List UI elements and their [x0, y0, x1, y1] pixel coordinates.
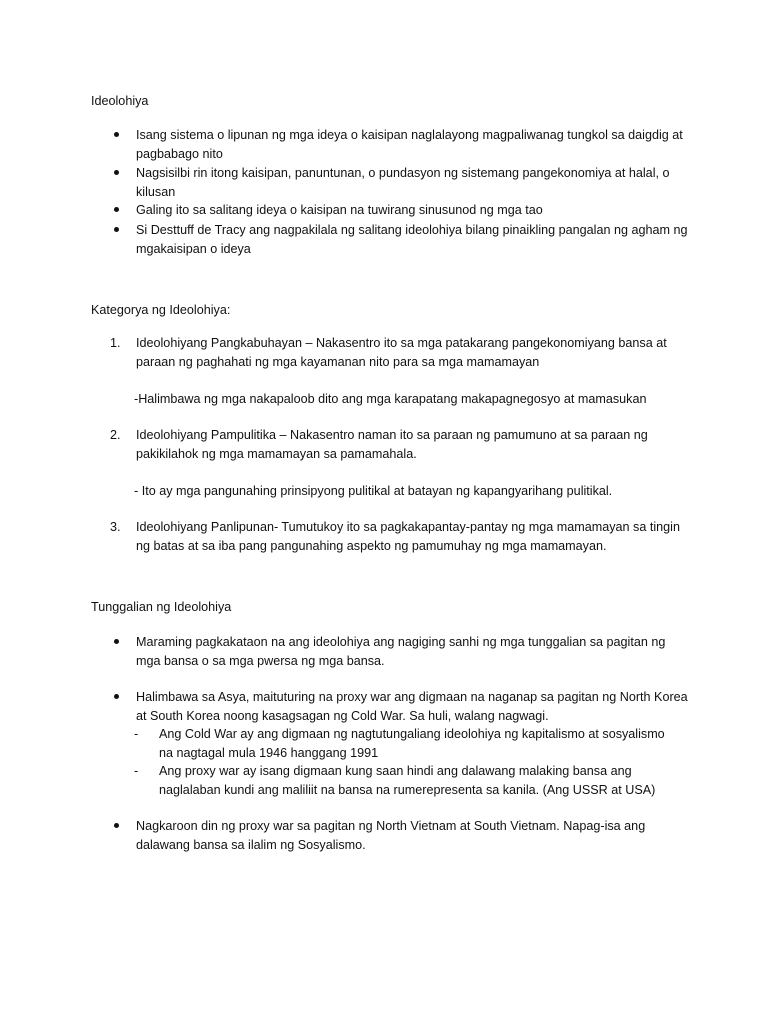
section-heading-kategorya: Kategorya ng Ideolohiya: — [91, 303, 231, 317]
bullet-text: Nagsisilbi rin itong kaisipan, panuntunan, o pundasyon ng sistemang pangekonomiya at halal, o kilusan — [136, 166, 670, 199]
bullet-text: Si Desttuff de Tracy ang nagpakilala ng salitang ideolohiya bilang pinaikling pangalan ng agham ng mgakaisipan o ideya — [136, 223, 688, 256]
bullet-item — [110, 221, 690, 259]
dash-item — [134, 762, 674, 800]
dash-text: Ang proxy war ay isang digmaan kung saan hindi ang dalawang malaking bansa ang naglalaban kundi ang maliliit na bansa na rumerepresenta sa kanila. (Ang USSR at USA) — [159, 764, 656, 797]
list-number: 1. — [110, 336, 121, 350]
example-note: -Halimbawa ng mga nakapaloob dito ang mga karapatang makapagnegosyo at mamasukan — [134, 392, 647, 406]
bullet-text: Halimbawa sa Asya, maituturing na proxy war ang digmaan na naganap sa pagitan ng North Korea at South Korea noong kasagsagan ng Cold War. Sa huli, walang nagwagi. — [136, 690, 688, 723]
bullet-item — [110, 201, 690, 220]
bullet-item — [110, 817, 690, 855]
numbered-item — [110, 334, 690, 372]
numbered-item-text: Ideolohiyang Pampulitika – Nakasentro naman ito sa paraan ng pamumuno at sa paraan ng pakikilahok ng mga mamamayan sa pamamahala. — [136, 428, 648, 461]
dash-marker: - — [134, 727, 139, 741]
numbered-item-text: Ideolohiyang Pangkabuhayan – Nakasentro ito sa mga patakarang pangekonomiyang bansa at paraan ng paghahati ng mga kayamanan nito para sa mga mamamayan — [136, 336, 667, 369]
bullet-text: Isang sistema o lipunan ng mga ideya o kaisipan naglalayong magpaliwanag tungkol sa daigdig at pagbabago nito — [136, 128, 683, 161]
list-number: 2. — [110, 428, 121, 442]
numbered-item — [110, 426, 690, 464]
bullet-text: Maraming pagkakataon na ang ideolohiya ang nagiging sanhi ng mga tunggalian sa pagitan ng mga bansa o sa mga pwersa ng mga bansa. — [136, 635, 666, 668]
numbered-item-text: Ideolohiyang Panlipunan- Tumutukoy ito sa pagkakapantay-pantay ng mga mamamayan sa tingin ng batas at sa iba pang pangunahing aspekto ng pamumuhay ng mga mamamayan. — [136, 520, 680, 553]
numbered-item — [110, 518, 690, 556]
dash-text: Ang Cold War ay ang digmaan ng nagtutungaliang ideolohiya ng kapitalismo at sosyalismo na nagtagal mula 1946 hanggang 1991 — [159, 727, 665, 760]
bullet-item — [110, 633, 690, 671]
bullet-item — [110, 688, 690, 726]
list-number: 3. — [110, 520, 121, 534]
bullet-item — [110, 164, 690, 202]
bullet-text: Nagkaroon din ng proxy war sa pagitan ng North Vietnam at South Vietnam. Napag-isa ang dalawang bansa sa ilalim ng Sosyalismo. — [136, 819, 646, 852]
example-note: - Ito ay mga pangunahing prinsipyong pulitikal at batayan ng kapangyarihang pulitikal. — [134, 484, 613, 498]
dash-item — [134, 725, 674, 763]
dash-marker: - — [134, 764, 139, 778]
section-heading-tunggalian: Tunggalian ng Ideolohiya — [91, 600, 232, 614]
section-heading-ideolohiya: Ideolohiya — [91, 94, 149, 108]
bullet-item — [110, 126, 690, 164]
bullet-text: Galing ito sa salitang ideya o kaisipan na tuwirang sinusunod ng mga tao — [136, 203, 543, 217]
